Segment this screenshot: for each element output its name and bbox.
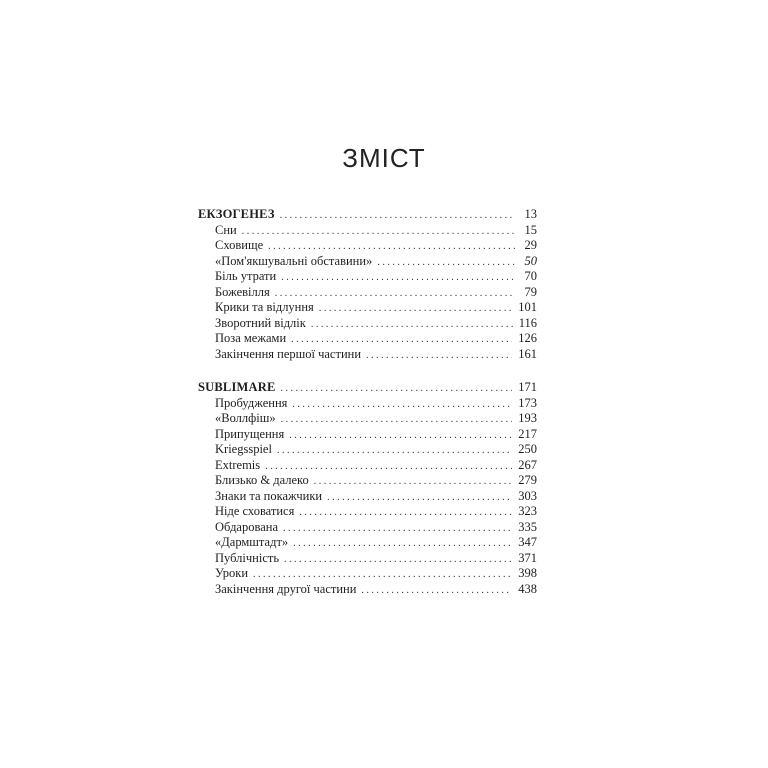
page-number: 303 — [518, 488, 537, 503]
dot-leader — [366, 348, 512, 364]
toc-entry — [198, 316, 537, 332]
toc-entry — [198, 411, 537, 427]
page-number: 347 — [518, 535, 537, 549]
dot-leader — [291, 332, 512, 348]
dot-leader — [284, 552, 512, 568]
table-of-contents — [198, 207, 537, 615]
dot-leader — [327, 490, 512, 506]
page-number: 250 — [518, 442, 537, 456]
chapter-title: Закінчення другої частини — [215, 581, 357, 596]
dot-leader — [280, 208, 515, 224]
page-number: 438 — [518, 581, 537, 596]
dot-leader — [283, 521, 512, 537]
dot-leader — [293, 536, 512, 552]
page-number: 15 — [524, 222, 537, 237]
chapter-title: Крики та відлуння — [215, 300, 314, 314]
toc-entry — [198, 331, 537, 347]
toc-entry — [198, 566, 537, 582]
toc-entry — [198, 238, 537, 254]
dot-leader — [299, 505, 512, 521]
dot-leader — [314, 474, 513, 490]
toc-entry — [198, 442, 537, 458]
dot-leader — [281, 270, 515, 286]
chapter-title: Обдарована — [215, 519, 279, 534]
dot-leader — [377, 255, 515, 271]
toc-entry — [198, 223, 537, 239]
page-number: 70 — [524, 269, 537, 283]
page-number: 279 — [518, 473, 537, 487]
part-title: ЕКЗОГЕНЕЗ — [198, 207, 275, 221]
dot-leader — [265, 459, 512, 475]
chapter-title: Уроки — [215, 566, 249, 580]
dot-leader — [361, 583, 512, 599]
page-number: 323 — [518, 504, 537, 518]
toc-entry — [198, 551, 537, 567]
toc-entry — [198, 300, 537, 316]
toc-entry — [198, 520, 537, 536]
page-number: 173 — [518, 395, 537, 410]
toc-part-row — [198, 207, 537, 223]
page-number: 116 — [518, 315, 537, 330]
toc-entry — [198, 535, 537, 551]
toc-entry — [198, 489, 537, 505]
dot-leader — [292, 397, 512, 413]
toc-entry — [198, 504, 537, 520]
toc-entry — [198, 582, 537, 598]
toc-entry — [198, 285, 537, 301]
page-number: 50 — [524, 253, 537, 268]
page-number: 217 — [518, 426, 537, 441]
chapter-title: Зворотний відлік — [215, 315, 306, 330]
page-number: 267 — [518, 457, 537, 472]
toc-entry — [198, 269, 537, 285]
chapter-title: Пробудження — [215, 395, 288, 410]
dot-leader — [253, 567, 512, 583]
toc-entry — [198, 347, 537, 363]
chapter-title: Ніде сховатися — [215, 504, 295, 518]
toc-entry — [198, 427, 537, 443]
dot-leader — [319, 301, 512, 317]
chapter-title: Публічність — [215, 550, 280, 565]
chapter-title: Божевілля — [215, 284, 270, 299]
chapter-title: «Пом'якшувальні обставини» — [215, 253, 373, 268]
dot-leader — [289, 428, 512, 444]
dot-leader — [281, 381, 513, 397]
part-title: SUBLIMARE — [198, 380, 276, 394]
chapter-title: Поза межами — [215, 331, 287, 345]
toc-part-2 — [198, 380, 537, 597]
page-number: 398 — [518, 566, 537, 580]
page-number: 13 — [524, 207, 537, 221]
chapter-title: Знаки та покажчики — [215, 488, 323, 503]
page-number: 161 — [518, 346, 537, 361]
page-number: 29 — [524, 238, 537, 252]
chapter-title: Extremis — [215, 457, 261, 472]
toc-part-1 — [198, 207, 537, 362]
chapter-title: «Дармштадт» — [215, 535, 289, 549]
dot-leader — [242, 224, 515, 240]
dot-leader — [268, 239, 515, 255]
dot-leader — [277, 443, 512, 459]
page-number: 101 — [518, 300, 537, 314]
chapter-title: Близько & далеко — [215, 473, 309, 487]
toc-entry — [198, 473, 537, 489]
page-number: 193 — [518, 411, 537, 425]
toc-part-row — [198, 380, 537, 396]
dot-leader — [275, 286, 515, 302]
page-number: 371 — [518, 550, 537, 565]
page-number: 335 — [518, 519, 537, 534]
page-number: 79 — [524, 284, 537, 299]
chapter-title: Kriegsspiel — [215, 442, 272, 456]
chapter-title: Закінчення першої частини — [215, 346, 362, 361]
dot-leader — [281, 412, 513, 428]
dot-leader — [311, 317, 513, 333]
chapter-title: «Воллфіш» — [215, 411, 276, 425]
chapter-title: Біль утрати — [215, 269, 277, 283]
page-number: 171 — [518, 380, 537, 394]
chapter-title: Припущення — [215, 426, 285, 441]
chapter-title: Сни — [215, 222, 237, 237]
toc-entry — [198, 396, 537, 412]
page-title: ЗМІСТ — [342, 143, 426, 173]
toc-entry — [198, 458, 537, 474]
chapter-title: Сховище — [215, 238, 264, 252]
page-number: 126 — [518, 331, 537, 345]
toc-entry — [198, 254, 537, 270]
